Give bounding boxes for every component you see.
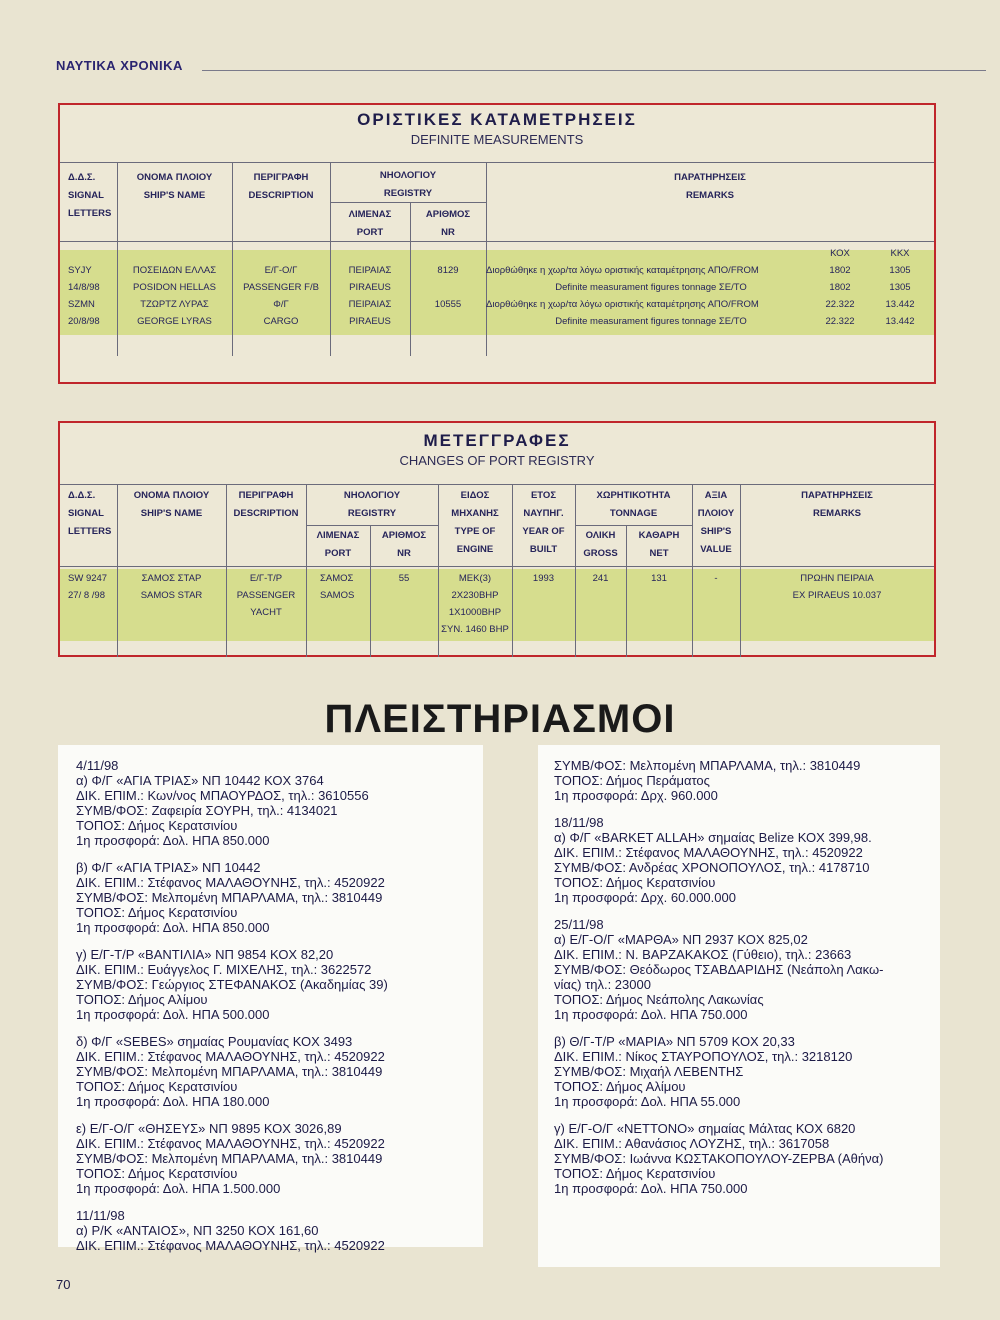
auction-line: 1η προσφορά: Δρχ. 60.000.000 bbox=[554, 890, 736, 905]
auction-line: νίας) τηλ.: 23000 bbox=[554, 977, 651, 992]
col-header-dds: Δ.Δ.Σ. SIGNAL LETTERS bbox=[68, 172, 112, 219]
col-header-remarks: ΠΑΡΑΤΗΡΗΣΕΙΣ REMARKS bbox=[674, 172, 746, 201]
row-value: - bbox=[714, 573, 718, 584]
magazine-title: ΝΑΥΤΙΚΑ ΧΡΟΝΙΚΑ bbox=[56, 58, 183, 73]
row-gross: 241 bbox=[592, 573, 609, 584]
auction-line: 1η προσφορά: Δολ. ΗΠΑ 750.000 bbox=[554, 1181, 748, 1196]
measurement-port-cell: ΠΕΙΡΑΙΑΣ bbox=[348, 265, 392, 276]
auction-line: 1η προσφορά: Δολ. ΗΠΑ 1.500.000 bbox=[76, 1181, 281, 1196]
auction-line: ε) Ε/Γ-Ο/Γ «ΘΗΣΕΥΣ» ΝΠ 9895 ΚΟΧ 3026,89 bbox=[76, 1121, 342, 1136]
auction-entry bbox=[76, 1034, 465, 1109]
auction-line: δ) Φ/Γ «SEBES» σημαίας Ρουμανίας ΚΟΧ 3493 bbox=[76, 1034, 353, 1049]
col-header-value: ΑΞΙΑ ΠΛΟΙΟΥ SHIP'S VALUE bbox=[697, 490, 735, 555]
auction-line: 4/11/98 bbox=[76, 758, 119, 773]
auction-line: 1η προσφορά: Δολ. ΗΠΑ 850.000 bbox=[76, 920, 270, 935]
auction-line: ΣΥΜΒ/ΦΟΣ: Μελπομένη ΜΠΑΡΛΑΜΑ, τηλ.: 3810449 bbox=[76, 1151, 383, 1166]
row-engine: ΜΕΚ(3) 2X230BHP 1X1000BHP ΣΥΝ. 1460 BHP bbox=[441, 573, 509, 635]
auction-line: α) Φ/Γ «ΑΓΙΑ ΤΡΙΑΣ» ΝΠ 10442 ΚΟΧ 3764 bbox=[76, 773, 324, 788]
auction-entry bbox=[554, 1034, 924, 1109]
measurement-remark-cell: Διορθώθηκε η χωρ/τα λόγω οριστικής καταμέτρησης ΑΠΟ/FROM bbox=[486, 299, 759, 310]
grid-line bbox=[60, 162, 934, 163]
auction-line: 11/11/98 bbox=[76, 1208, 125, 1223]
measurements-title: ΟΡΙΣΤΙΚΕΣ ΚΑΤΑΜΕΤΡΗΣΕΙΣ bbox=[357, 110, 637, 129]
col-header-kkx: ΚΚΧ bbox=[890, 248, 910, 259]
auction-line: 1η προσφορά: Δολ. ΗΠΑ 750.000 bbox=[554, 1007, 748, 1022]
changes-registry-box bbox=[58, 421, 936, 657]
grid-line bbox=[60, 484, 934, 485]
auction-line: α) Ρ/Κ «ΑΝΤΑΙΟΣ», ΝΠ 3250 ΚΟΧ 161,60 bbox=[76, 1223, 319, 1238]
row-nr: 55 bbox=[398, 573, 410, 584]
auction-line: ΤΟΠΟΣ: Δήμος Νεάπολης Λακωνίας bbox=[554, 992, 764, 1007]
auction-line: 1η προσφορά: Δολ. ΗΠΑ 850.000 bbox=[76, 833, 270, 848]
grid-line bbox=[60, 241, 934, 242]
col-header-name: ΟΝΟΜΑ ΠΛΟΙΟΥ SHIP'S NAME bbox=[136, 172, 213, 201]
auction-line: α) Ε/Γ-Ο/Γ «ΜΑΡΘΑ» ΝΠ 2937 ΚΟΧ 825,02 bbox=[554, 932, 808, 947]
auction-line: ΔΙΚ. ΕΠΙΜ.: Νίκος ΣΤΑΥΡΟΠΟΥΛΟΣ, τηλ.: 3218120 bbox=[554, 1049, 853, 1064]
col-header-registry: ΝΗΟΛΟΓΙΟΥ REGISTRY bbox=[343, 490, 401, 519]
row-desc: Ε/Γ-Τ/Ρ PASSENGER YACHT bbox=[236, 573, 296, 618]
row-name: ΣΑΜΟΣ ΣΤΑΡ SAMOS STAR bbox=[140, 573, 203, 601]
auction-line: ΤΟΠΟΣ: Δήμος Αλίμου bbox=[554, 1079, 686, 1094]
changes-subtitle: CHANGES OF PORT REGISTRY bbox=[399, 453, 595, 468]
auction-entry bbox=[76, 860, 465, 935]
auction-line: ΤΟΠΟΣ: Δήμος Κερατσινίου bbox=[554, 875, 716, 890]
changes-title: ΜΕΤΕΓΓΡΑΦΕΣ bbox=[423, 431, 571, 450]
definite-measurements-box bbox=[58, 103, 936, 384]
measurement-desc-cell: PASSENGER F/B bbox=[243, 282, 319, 293]
auction-line: ΔΙΚ. ΕΠΙΜ.: Κων/νος ΜΠΑΟΥΡΔΟΣ, τηλ.: 3610556 bbox=[76, 788, 369, 803]
auction-line: ΔΙΚ. ΕΠΙΜ.: Στέφανος ΜΑΛΑΘΟΥΝΗΣ, τηλ.: 4520922 bbox=[76, 1136, 385, 1151]
auctions-right-panel bbox=[538, 745, 940, 1267]
auction-line: ΤΟΠΟΣ: Δήμος Κερατσινίου bbox=[76, 818, 238, 833]
auction-line: ΤΟΠΟΣ: Δήμος Κερατσινίου bbox=[554, 1166, 716, 1181]
measurement-name-cell: POSIDON HELLAS bbox=[133, 282, 216, 293]
measurement-port-cell: ΠΕΙΡΑΙΑΣ bbox=[348, 299, 392, 310]
col-header-nr: ΑΡΙΘΜΟΣ NR bbox=[381, 530, 427, 559]
col-header-name: ΟΝΟΜΑ ΠΛΟΙΟΥ SHIP'S NAME bbox=[133, 490, 210, 519]
auction-line: ΤΟΠΟΣ: Δήμος Κερατσινίου bbox=[76, 1166, 238, 1181]
col-header-year: ΕΤΟΣ ΝΑΥΠΗΓ. YEAR OF BUILT bbox=[522, 490, 565, 555]
measurement-nr-cell: 8129 bbox=[437, 265, 459, 276]
measurement-dds-cell: SYJY bbox=[68, 265, 92, 276]
page-number: 70 bbox=[56, 1277, 71, 1292]
row-remarks: ΠΡΩΗΝ ΠΕΙΡΑΙΑ EX PIRAEUS 10.037 bbox=[792, 573, 882, 601]
col-header-desc: ΠΕΡΙΓΡΑΦΗ DESCRIPTION bbox=[233, 490, 299, 519]
auction-line: 1η προσφορά: Δρχ. 960.000 bbox=[554, 788, 718, 803]
col-header-engine: ΕΙΔΟΣ ΜΗΧΑΝΗΣ TYPE OF ENGINE bbox=[451, 490, 499, 555]
row-dds: SW 9247 27/ 8 /98 bbox=[68, 573, 108, 601]
measurement-kkx-cell: 13.442 bbox=[885, 299, 915, 310]
auction-line: ΣΥΜΒ/ΦΟΣ: Ιωάννα ΚΩΣΤΑΚΟΠΟΥΛΟΥ-ΖΕΡΒΑ (Αθήνα) bbox=[554, 1151, 884, 1166]
auction-line: ΔΙΚ. ΕΠΙΜ.: Ν. ΒΑΡΖΑΚΑΚΟΣ (Γύθειο), τηλ.: 23663 bbox=[554, 947, 852, 962]
auction-entry bbox=[76, 1121, 465, 1196]
grid-line bbox=[60, 566, 934, 567]
measurement-kox-cell: 22.322 bbox=[825, 299, 855, 310]
col-header-dds: Δ.Δ.Σ. SIGNAL LETTERS bbox=[68, 490, 112, 537]
measurement-kox-cell: 22.322 bbox=[825, 316, 855, 327]
grid-line bbox=[306, 525, 438, 526]
auction-entry bbox=[76, 758, 465, 848]
auction-entry bbox=[76, 1208, 465, 1253]
row-port: ΣΑΜΟΣ SAMOS bbox=[320, 573, 355, 601]
auction-line: β) Θ/Γ-Τ/Ρ «ΜΑΡΙΑ» ΝΠ 5709 ΚΟΧ 20,33 bbox=[554, 1034, 795, 1049]
measurement-kkx-cell: 1305 bbox=[889, 265, 911, 276]
auction-line: ΔΙΚ. ΕΠΙΜ.: Ευάγγελος Γ. ΜΙΧΕΛΗΣ, τηλ.: 3622572 bbox=[76, 962, 372, 977]
auction-line: α) Φ/Γ «BARKET ALLAH» σημαίας Belize ΚΟΧ 399,98. bbox=[554, 830, 872, 845]
measurement-remark-cell: Διορθώθηκε η χωρ/τα λόγω οριστικής καταμέτρησης ΑΠΟ/FROM bbox=[486, 265, 759, 276]
measurement-desc-cell: Ε/Γ-Ο/Γ bbox=[264, 265, 298, 276]
auction-line: 1η προσφορά: Δολ. ΗΠΑ 55.000 bbox=[554, 1094, 741, 1109]
auctions-left-panel bbox=[58, 745, 483, 1253]
auction-line: ΤΟΠΟΣ: Δήμος Αλίμου bbox=[76, 992, 208, 1007]
col-header-nr: ΑΡΙΘΜΟΣ NR bbox=[425, 209, 471, 238]
auction-line: γ) Ε/Γ-Ο/Γ «ΝΕΤΤΟΝΟ» σημαίας Μάλτας ΚΟΧ 6820 bbox=[554, 1121, 856, 1136]
auction-entry bbox=[554, 1121, 924, 1196]
auction-entry bbox=[554, 917, 924, 1022]
measurement-remark-cell: Definite measurament figures tonnage ΣΕ/TO bbox=[555, 282, 747, 293]
auction-line: ΤΟΠΟΣ: Δήμος Περάματος bbox=[554, 773, 710, 788]
auction-line: ΤΟΠΟΣ: Δήμος Κερατσινίου bbox=[76, 905, 238, 920]
col-header-port: ΛΙΜΕΝΑΣ PORT bbox=[316, 530, 360, 559]
measurement-dds-cell: 14/8/98 bbox=[68, 282, 100, 293]
auction-line: 1η προσφορά: Δολ. ΗΠΑ 180.000 bbox=[76, 1094, 270, 1109]
auction-line: ΣΥΜΒ/ΦΟΣ: Μελπομένη ΜΠΑΡΛΑΜΑ, τηλ.: 3810449 bbox=[76, 1064, 383, 1079]
auction-line: 1η προσφορά: Δολ. ΗΠΑ 500.000 bbox=[76, 1007, 270, 1022]
measurement-name-cell: ΠΟΣΕΙΔΩΝ ΕΛΛΑΣ bbox=[132, 265, 217, 276]
col-header-gross: ΟΛΙΚΗ GROSS bbox=[583, 530, 618, 559]
auction-line: ΔΙΚ. ΕΠΙΜ.: Στέφανος ΜΑΛΑΘΟΥΝΗΣ, τηλ.: 4520922 bbox=[76, 875, 385, 890]
measurement-remark-cell: Definite measurament figures tonnage ΣΕ/TO bbox=[555, 316, 747, 327]
auction-line: ΣΥΜΒ/ΦΟΣ: Γεώργιος ΣΤΕΦΑΝΑΚΟΣ (Ακαδημίας 39) bbox=[76, 977, 388, 992]
col-header-net: ΚΑΘΑΡΗ NET bbox=[638, 530, 680, 559]
auction-line: ΔΙΚ. ΕΠΙΜ.: Στέφανος ΜΑΛΑΘΟΥΝΗΣ, τηλ.: 4520922 bbox=[76, 1049, 385, 1064]
auction-line: ΣΥΜΒ/ΦΟΣ: Μιχαήλ ΛΕΒΕΝΤΗΣ bbox=[554, 1064, 744, 1079]
auction-entry bbox=[554, 815, 924, 905]
col-header-remarks: ΠΑΡΑΤΗΡΗΣΕΙΣ REMARKS bbox=[801, 490, 873, 519]
measurement-desc-cell: Φ/Γ bbox=[273, 299, 289, 310]
measurement-nr-cell: 10555 bbox=[434, 299, 462, 310]
auction-line: ΣΥΜΒ/ΦΟΣ: Μελπομένη ΜΠΑΡΛΑΜΑ, τηλ.: 3810449 bbox=[76, 890, 383, 905]
col-header-port: ΛΙΜΕΝΑΣ PORT bbox=[348, 209, 392, 238]
header-rule bbox=[202, 70, 986, 71]
auction-line: γ) Ε/Γ-Τ/Ρ «ΒΑΝΤΙΛΙΑ» ΝΠ 9854 ΚΟΧ 82,20 bbox=[76, 947, 334, 962]
measurement-kkx-cell: 13.442 bbox=[885, 316, 915, 327]
row-year: 1993 bbox=[532, 573, 555, 584]
measurement-kox-cell: 1802 bbox=[829, 282, 851, 293]
auction-line: ΔΙΚ. ΕΠΙΜ.: Στέφανος ΜΑΛΑΘΟΥΝΗΣ, τηλ.: 4520922 bbox=[76, 1238, 385, 1253]
auction-line: 25/11/98 bbox=[554, 917, 604, 932]
auction-line: ΣΥΜΒ/ΦΟΣ: Ζαφειρία ΣΟΥΡΗ, τηλ.: 4134021 bbox=[76, 803, 338, 818]
row-net: 131 bbox=[651, 573, 667, 584]
auction-line: ΤΟΠΟΣ: Δήμος Κερατσινίου bbox=[76, 1079, 238, 1094]
col-header-desc: ΠΕΡΙΓΡΑΦΗ DESCRIPTION bbox=[248, 172, 314, 201]
measurement-dds-cell: SZMN bbox=[68, 299, 95, 310]
col-header-tonnage: ΧΩΡΗΤΙΚΟΤΗΤΑ TONNAGE bbox=[596, 490, 671, 519]
col-header-registry: ΝΗΟΛΟΓΙΟΥ REGISTRY bbox=[379, 170, 437, 199]
measurement-kkx-cell: 1305 bbox=[889, 282, 911, 293]
grid-line bbox=[575, 525, 692, 526]
auction-line: ΔΙΚ. ΕΠΙΜ.: Αθανάσιος ΛΟΥΖΗΣ, τηλ.: 3617058 bbox=[554, 1136, 830, 1151]
col-header-kox: ΚΟΧ bbox=[830, 248, 850, 259]
measurement-name-cell: GEORGE LYRAS bbox=[137, 316, 212, 327]
auction-entry bbox=[76, 947, 465, 1022]
auction-line: β) Φ/Γ «ΑΓΙΑ ΤΡΙΑΣ» ΝΠ 10442 bbox=[76, 860, 261, 875]
measurement-port-cell: PIRAEUS bbox=[349, 282, 391, 293]
auction-line: ΣΥΜΒ/ΦΟΣ: Ανδρέας ΧΡΟΝΟΠΟΥΛΟΣ, τηλ.: 4178710 bbox=[554, 860, 870, 875]
auctions-title: ΠΛΕΙΣΤΗΡΙΑΣΜΟΙ bbox=[324, 697, 676, 741]
measurement-kox-cell: 1802 bbox=[829, 265, 851, 276]
measurement-port-cell: PIRAEUS bbox=[349, 316, 391, 327]
measurement-name-cell: ΤΖΩΡΤΖ ΛΥΡΑΣ bbox=[140, 299, 209, 310]
measurements-subtitle: DEFINITE MEASUREMENTS bbox=[410, 132, 584, 147]
auction-line: 18/11/98 bbox=[554, 815, 604, 830]
measurement-desc-cell: CARGO bbox=[263, 316, 299, 327]
measurement-dds-cell: 20/8/98 bbox=[68, 316, 100, 327]
auction-line: ΔΙΚ. ΕΠΙΜ.: Στέφανος ΜΑΛΑΘΟΥΝΗΣ, τηλ.: 4520922 bbox=[554, 845, 863, 860]
auction-line: ΣΥΜΒ/ΦΟΣ: Θεόδωρος ΤΣΑΒΔΑΡΙΔΗΣ (Νεάπολη Λακω- bbox=[554, 962, 884, 977]
auction-line: ΣΥΜΒ/ΦΟΣ: Μελπομένη ΜΠΑΡΛΑΜΑ, τηλ.: 3810449 bbox=[554, 758, 861, 773]
auction-entry bbox=[554, 758, 924, 803]
